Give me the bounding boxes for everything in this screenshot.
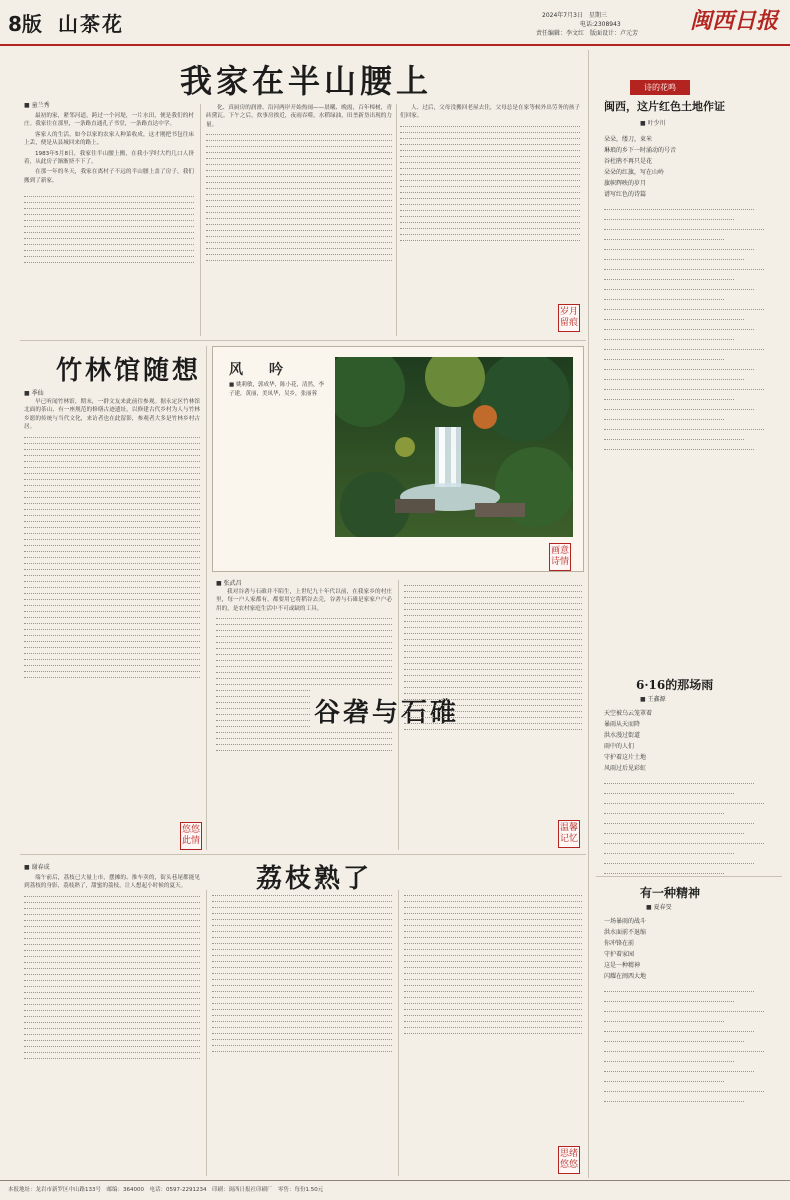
poem-line: 风雨过后见彩虹: [604, 765, 647, 772]
paragraph: 人、过后，父母没搬回老屋去住，父母总是在家等候外出劳务的孩子们回家。: [400, 105, 580, 120]
article-home-col2: [206, 104, 392, 334]
column-divider: [398, 890, 399, 1176]
filler-lines: [604, 209, 780, 450]
poem2-author: ■ 王鑫源: [640, 696, 666, 703]
filler-lines: [400, 126, 580, 241]
section-name: 山茶花: [58, 12, 124, 36]
poem-intro: ■ 姚莉敏，郭成华，陈小花，清然，李子建，黄丽，美凤华，吴乡，张丽蓉: [229, 382, 324, 397]
poem-line: 旗帜辉映的岁月: [604, 180, 647, 187]
paragraph: 1983年5月8日，我家往半山腰上搬，在我小学时大约几口人挤着，从此房子渐渐挤不下了。: [24, 150, 194, 166]
phone-line: 电话:2308943: [580, 21, 621, 28]
filler-lines: [212, 895, 392, 1052]
column-divider: [398, 580, 399, 850]
poem-line: 一场暴雨的战斗: [604, 918, 647, 925]
poem-line: 洪水漫过街道: [604, 732, 641, 739]
article-author-lychee: ■ 谢春成: [24, 864, 50, 871]
poem2-body: [604, 708, 780, 883]
poem3-title: 有一种精神: [640, 886, 701, 900]
date-line: 2024年7月3日 星期三: [542, 12, 607, 19]
poem-line: 天空被乌云笼罩着: [604, 710, 653, 717]
footer-info: 本报地址：龙岩市新罗区中山路133号 邮编：364000 电话：0597-2291234 印刷：闽西日报社印刷厂 零售：每份1.50元: [8, 1187, 324, 1193]
section-divider: [20, 340, 586, 341]
article-bamboo-body: [24, 398, 200, 848]
article-home-col3: [400, 104, 580, 334]
article-lychee-col1: [24, 874, 200, 1174]
filler-lines: [216, 618, 392, 751]
poem1-title: 闽西，这片红色土地作证: [604, 100, 725, 113]
stamp-feeling: 悠悠此情: [180, 822, 202, 850]
filler-lines: [404, 585, 582, 730]
poem-line: 朵朵，缕刀，束米: [604, 136, 653, 143]
poem1-body: [604, 134, 780, 459]
footer-rule: [0, 1180, 790, 1181]
page-number: 8版: [8, 12, 42, 36]
paragraph: 我对谷砻与石碓并不陌生，上世纪九十年代以前，在我家乡的村庄里，每一户人家都有，都要用它将稻谷去壳，谷砻与石碓是家家户户必用的，是农村家庭生活中不可或缺的工具。: [216, 589, 392, 612]
article-author-bamboo: ■ 季仙: [24, 390, 44, 397]
filler-lines: [24, 187, 194, 263]
column-divider: [200, 104, 201, 336]
filler-lines: [604, 783, 780, 874]
poem-line: 雨中的人们: [604, 743, 635, 750]
editor-line: 责任编辑：李文红 版面设计：卢元芳: [536, 30, 639, 37]
column-divider: [396, 104, 397, 336]
poem3-author: ■ 夏春旻: [646, 904, 672, 911]
article-title-bamboo: 竹林馆随想: [56, 356, 202, 386]
article-title-mill: 谷砻与石碓: [310, 690, 463, 731]
poem-line: 守护着家园: [604, 951, 635, 958]
paragraph: 端午前后，荔枝已大量上市，摆摊的、推车卖的，街头巷尾都能见到荔枝的身影，荔枝熟了，甜蜜的荔枝，让人想起小时候的夏天。: [24, 875, 200, 890]
column-tag: 诗的花鸣: [630, 80, 690, 95]
article-lychee-col3: [404, 890, 582, 1174]
stamp-painting: 画意诗情: [549, 543, 571, 571]
waterfall-painting: [335, 357, 573, 537]
paragraph: 早已听闻竹林馆，期末，一群文友来此前往参观。据永定区竹林馆北面的茶山、有一座规范的修缮古迹遗址，以修建古代乡村为人与竹林乡愿的传统与当代文化，来访者也在此留影，参观者大多是竹林乡村古居。: [24, 399, 200, 431]
poem-line: 谱写红色的诗篇: [604, 191, 647, 198]
poem-line: 闪耀在闽西大地: [604, 973, 647, 980]
masthead: [0, 0, 790, 46]
stamp-memory: 温馨记忆: [558, 820, 580, 848]
filler-lines: [24, 896, 200, 1059]
filler-lines: [206, 134, 392, 261]
newspaper-logo: 闽西日报: [690, 8, 779, 34]
article-author-home: ■ 童兰秀: [24, 102, 50, 109]
poem3-body: [604, 916, 780, 1111]
poem-line: 暴雨从天而降: [604, 721, 641, 728]
poem2-title: 6·16的那场雨: [636, 678, 714, 692]
section-divider: [596, 876, 782, 877]
article-author-mill: ■ 张武昌: [216, 580, 242, 587]
poem-line: 你冲锋在前: [604, 940, 635, 947]
poem-line: 这是一种精神: [604, 962, 641, 969]
stamp-thoughts: 思绪悠悠: [558, 1146, 580, 1174]
article-home-col1: [24, 112, 194, 334]
masthead-rule: [0, 44, 790, 46]
article-lychee-col2: [212, 890, 392, 1174]
poem-box: [212, 346, 584, 572]
column-divider: [206, 346, 207, 850]
poem-line: 守护着这片土地: [604, 754, 647, 761]
poem-line: 洪水面前不退缩: [604, 929, 647, 936]
poem-line: 琳琅的乡下一时涌动的号音: [604, 147, 677, 154]
article-mill-col2: [404, 580, 582, 848]
filler-lines: [404, 895, 582, 1034]
paragraph: 最初的家，紧邻河道，跨过一个河堤，一片水田，便是我们的村庄。我家往在那里，一条路直通孔子书堂，一条路直达中学。: [24, 113, 194, 128]
paragraph: 在那一年的冬天，我家在离村子不远的半山腰上盖了房子，我们搬到了新家。: [24, 169, 194, 184]
article-title-lychee: 荔枝熟了: [256, 864, 373, 894]
poem-title: 风 吟: [229, 362, 289, 378]
section-divider: [20, 854, 586, 855]
article-title-home: 我家在半山腰上: [180, 62, 433, 100]
poem1-author: ■ 叶少川: [640, 120, 666, 127]
poem-line: 谷杜鹃不再只是花: [604, 158, 653, 165]
poem-line: 朵朵的红旗，写在山岭: [604, 169, 665, 176]
filler-lines: [24, 437, 200, 678]
filler-lines: [604, 991, 780, 1102]
column-divider: [206, 890, 207, 1176]
paragraph: 客家人的生活，如今以家的农家人种菜收成，这才刚把书包往床上丢，便是从县城回来的路上。: [24, 131, 194, 147]
paragraph: 化、真厨房的润滑、沿河两岸开始热闹——晨曦、晚霞，百年樟树，青砖黛瓦。下午之后，炊事房挨近，夜雨吞噬，水稻绿油，田垄新垦出现的力量。: [206, 105, 392, 128]
stamp-years: 岁月留痕: [558, 304, 580, 332]
right-column-divider: [588, 50, 589, 1178]
